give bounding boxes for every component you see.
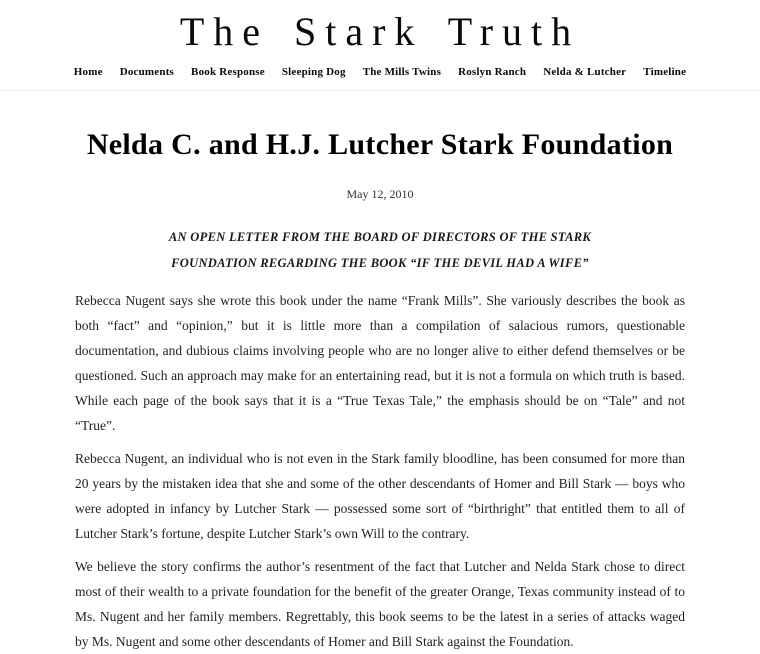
paragraph-3: We believe the story confirms the author’s resentment of the fact that Lutcher and Nelda Stark chose to direct most of their wealth to a private foundation for the benefit of the greater Orange, Texas community instead of to Ms. Nugent and her family members. Regrettably, this book seems to be the latest in a series of attacks waged by Ms. Nugent and some other descendants of Homer and Bill Stark against the Foundation. — [75, 559, 685, 649]
article-date: May 12, 2010 — [346, 187, 414, 201]
paragraph-1: Rebecca Nugent says she wrote this book under the name “Frank Mills”. She variously describes the book as both “fact” and “opinion,” but it is little more than a compilation of salacious rumors, questionable documentation, and dubious claims involving people who are no longer alive to either defend themselves or be questioned. Such an approach may make for an entertaining read, but it is not a formula on which truth is based. While each page of the book says that it is a “True Texas Tale,” the emphasis should be on “Tale” and not “True”. — [75, 293, 685, 433]
site-header — [0, 0, 760, 91]
main-nav — [0, 66, 760, 78]
site-title-link[interactable]: The Stark Truth — [179, 9, 581, 54]
open-letter-line-1: AN OPEN LETTER FROM THE BOARD OF DIRECTORS OF THE STARK — [168, 230, 592, 244]
nav-item-book-response[interactable]: Book Response — [191, 66, 265, 78]
nav-item-sleeping-dog[interactable]: Sleeping Dog — [281, 66, 346, 78]
open-letter-line-2: FOUNDATION REGARDING THE BOOK “IF THE DEVIL HAD A WIFE” — [171, 256, 589, 270]
nav-item-timeline[interactable]: Timeline — [643, 66, 687, 78]
nav-item-roslyn-ranch[interactable]: Roslyn Ranch — [458, 66, 527, 78]
nav-item-nelda-lutcher[interactable]: Nelda & Lutcher — [543, 66, 627, 78]
open-letter-heading — [75, 224, 685, 276]
paragraph-2: Rebecca Nugent, an individual who is not even in the Stark family bloodline, has been consumed for more than 20 years by the mistaken idea that she and some of the other descendants of Homer and Bill Stark — boys who were adopted in infancy by Lutcher Stark — possessed some sort of “birthright” that entitled them to all of Lutcher Stark’s fortune, despite Lutcher Stark’s own Will to the contrary. — [75, 451, 685, 541]
article — [75, 129, 685, 654]
nav-item-documents[interactable]: Documents — [119, 66, 175, 78]
article-title: Nelda C. and H.J. Lutcher Stark Foundation — [86, 128, 674, 161]
nav-item-home[interactable]: Home — [73, 66, 103, 78]
nav-item-the-mills-twins[interactable]: The Mills Twins — [362, 66, 442, 78]
